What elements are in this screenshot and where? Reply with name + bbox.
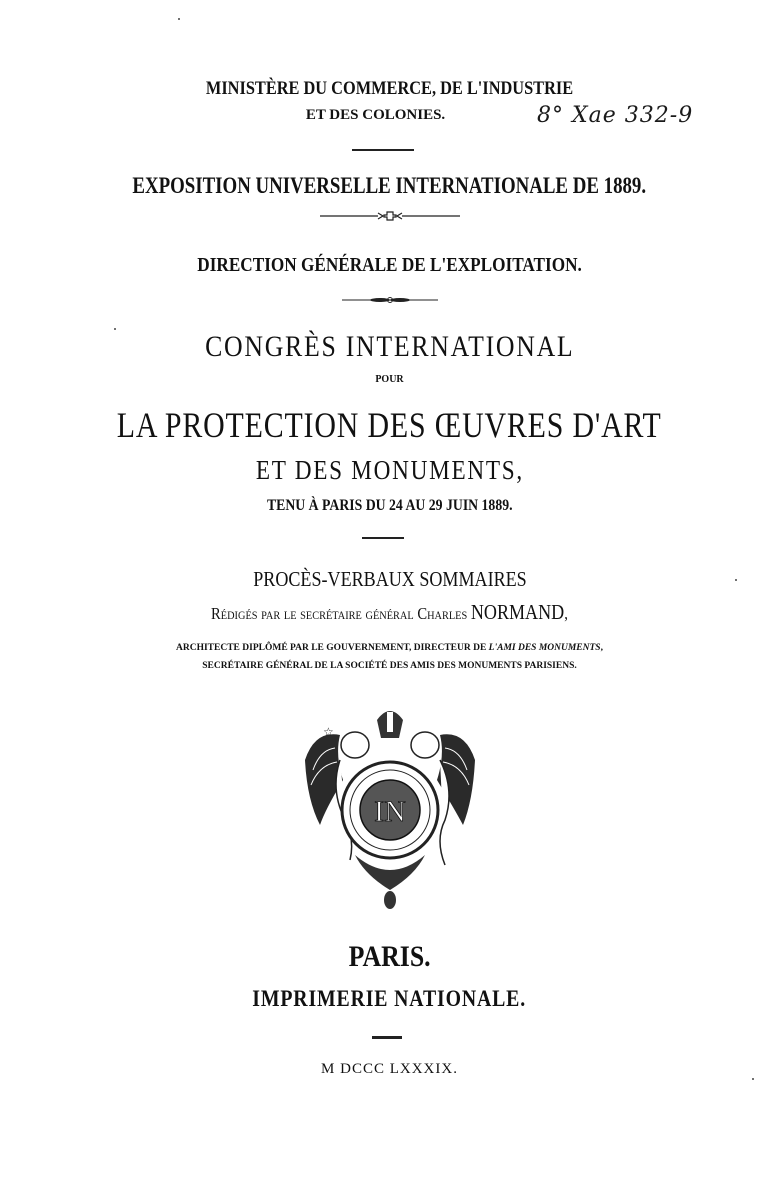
minutes-title bbox=[0, 567, 779, 592]
scan-speck bbox=[178, 18, 180, 20]
scan-speck bbox=[114, 328, 116, 330]
credentials-line-1-a: ARCHITECTE DIPLÔMÉ PAR LE GOUVERNEMENT, DIRECTEUR DE bbox=[176, 643, 489, 653]
divider-rule-2 bbox=[362, 537, 404, 539]
redacted-suffix: , bbox=[564, 604, 568, 623]
minutes-redacted-by bbox=[0, 600, 779, 625]
credentials-journal-title: L'AMI DES MONUMENTS bbox=[488, 643, 601, 653]
direction-title-text: DIRECTION GÉNÉRALE DE L'EXPLOITATION. bbox=[197, 254, 582, 276]
minutes-redacted-by-text bbox=[211, 600, 568, 625]
imprint-year-text: M DCCC LXXXIX. bbox=[321, 1061, 458, 1077]
congress-protection-text: LA PROTECTION DES ŒUVRES D'ART bbox=[117, 405, 662, 445]
credentials-line-2-text: SECRÉTAIRE GÉNÉRAL DE LA SOCIÉTÉ DES AMIS DES MONUMENTS PARISIENS. bbox=[202, 661, 577, 671]
credentials-line-1 bbox=[0, 643, 779, 653]
congress-monuments-text: ET DES MONUMENTS, bbox=[255, 455, 524, 485]
emblem-cherubs-medallion-icon bbox=[295, 700, 485, 915]
credentials-line-1-b: , bbox=[600, 643, 603, 653]
imprimerie-nationale-emblem bbox=[295, 700, 485, 915]
divider-rule bbox=[352, 149, 414, 151]
congress-pour-text: POUR bbox=[375, 374, 404, 385]
congress-protection bbox=[0, 404, 779, 446]
minutes-title-text: PROCÈS-VERBAUX SOMMAIRES bbox=[252, 567, 527, 591]
scan-speck bbox=[752, 1078, 754, 1080]
svg-text:☆: ☆ bbox=[323, 725, 334, 739]
ornamental-divider bbox=[0, 209, 779, 227]
congress-title bbox=[0, 330, 779, 364]
svg-text:IN: IN bbox=[374, 795, 406, 828]
divider-rule-3 bbox=[372, 1036, 402, 1039]
cross-ornament-icon bbox=[320, 210, 460, 222]
congress-title-text: CONGRÈS INTERNATIONAL bbox=[204, 330, 575, 363]
exposition-title bbox=[0, 173, 779, 199]
ministry-line-1 bbox=[0, 78, 779, 100]
direction-title bbox=[0, 254, 779, 277]
redacted-prefix: Rédigés par le secrétaire général Charles bbox=[211, 604, 468, 623]
ornamental-divider-2 bbox=[0, 291, 779, 309]
congress-monuments bbox=[0, 455, 779, 486]
imprint-year bbox=[0, 1061, 779, 1078]
handwritten-shelfmark: 8° Xae 332-9 bbox=[537, 103, 694, 128]
ministry-line-2-text: ET DES COLONIES. bbox=[305, 107, 446, 123]
imprint-city bbox=[0, 940, 779, 974]
ministry-line-1-text: MINISTÈRE DU COMMERCE, DE L'INDUSTRIE bbox=[205, 78, 574, 99]
scan-speck bbox=[735, 579, 737, 581]
congress-dates bbox=[0, 497, 779, 515]
congress-pour bbox=[0, 374, 779, 385]
imprint-printer-text: IMPRIMERIE NATIONALE. bbox=[252, 986, 527, 1011]
credentials-line-2 bbox=[0, 661, 779, 671]
congress-dates-text: TENU À PARIS DU 24 AU 29 JUIN 1889. bbox=[266, 497, 513, 514]
author-surname: NORMAND bbox=[470, 600, 565, 624]
leaf-ornament-icon bbox=[342, 296, 438, 304]
exposition-title-text: EXPOSITION UNIVERSELLE INTERNATIONALE DE 1889. bbox=[132, 173, 647, 198]
imprint-printer bbox=[0, 986, 779, 1012]
imprint-city-text: PARIS. bbox=[348, 940, 431, 973]
